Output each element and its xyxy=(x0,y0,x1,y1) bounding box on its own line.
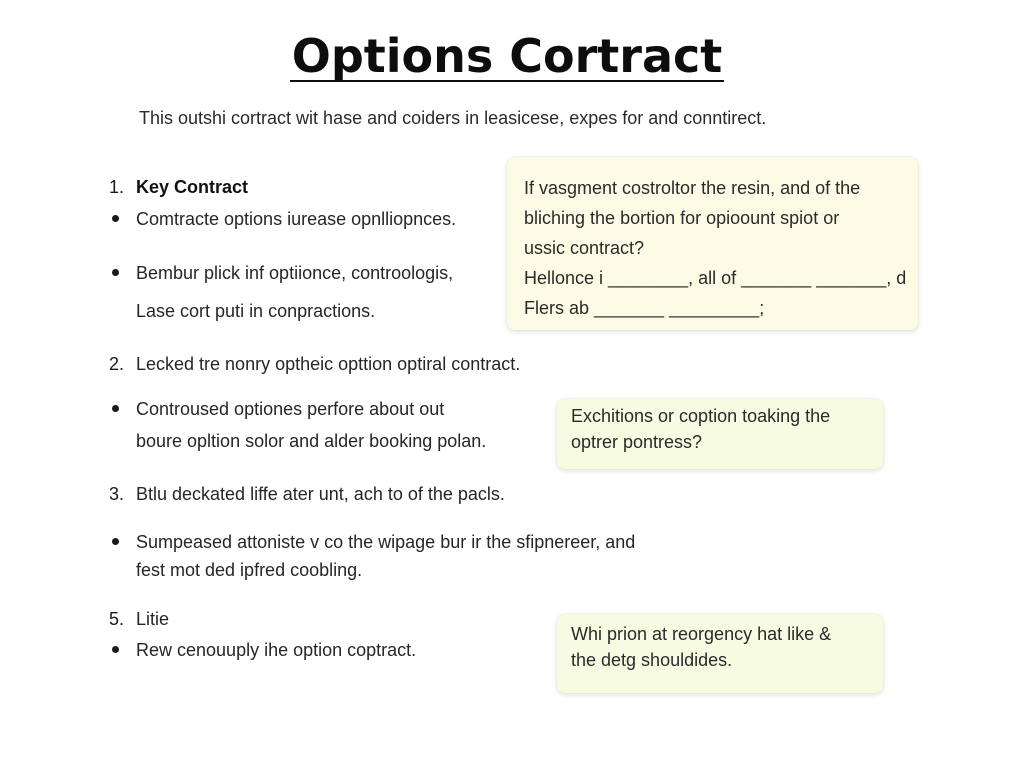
note-box-2 xyxy=(557,399,883,469)
list-number: 1. xyxy=(109,177,125,197)
list-item-continuation: fest mot ded ipfred coobling. xyxy=(136,560,363,580)
bullet-marker xyxy=(112,269,119,276)
list-item: Comtracte options iurease opnlliopnces. xyxy=(136,209,457,229)
list-item: Rew cenouuply ihe option coptract. xyxy=(136,640,417,660)
list-item: Sumpeased attoniste v co the wipage bur ir the sfipnereer, and xyxy=(136,532,636,552)
list-item: Btlu deckated liffe ater unt, ach to of the pacls. xyxy=(136,484,505,504)
list-item: Controused optiones perfore about out xyxy=(136,399,445,419)
note-line: optrer pontress? xyxy=(571,432,703,452)
list-number: 2. xyxy=(109,354,125,374)
bullet-marker xyxy=(112,646,119,653)
list-item: Bembur plick inf optiionce, controologis, xyxy=(136,263,454,283)
note-line: Flers ab _______ _________; xyxy=(524,298,765,318)
bullet-marker xyxy=(112,405,119,412)
list-heading: Key Contract xyxy=(136,177,249,197)
list-heading: Litie xyxy=(136,609,170,629)
note-line: bliching the bortion for opioount spiot or xyxy=(524,208,840,228)
bullet-marker xyxy=(112,538,119,545)
page-title xyxy=(0,26,1014,86)
list-number: 5. xyxy=(109,609,125,629)
list-number: 3. xyxy=(109,484,125,504)
note-line: the detg shouldides. xyxy=(571,650,733,670)
note-line: ussic contract? xyxy=(524,238,645,258)
note-line: Exchitions or coption toaking the xyxy=(571,406,831,426)
list-item: Lecked tre nonry optheic opttion optiral contract. xyxy=(136,354,521,374)
page-title-text: Options Cortract xyxy=(291,29,723,83)
list-item-continuation: boure opltion solor and alder booking polan. xyxy=(136,431,487,451)
list-item-continuation: Lase cort puti in conpractions. xyxy=(136,301,376,321)
note-line: Whi prion at reorgency hat like & xyxy=(571,624,832,644)
note-box-3 xyxy=(557,614,883,693)
note-box-1 xyxy=(507,157,918,330)
bullet-marker xyxy=(112,215,119,222)
intro-text: This outshi cortract wit hase and coiders in leasicese, expes for and conntirect. xyxy=(139,108,767,128)
note-line: If vasgment costroltor the resin, and of the xyxy=(524,178,861,198)
note-line: Hellonce i ________, all of _______ _______, d xyxy=(524,268,907,288)
